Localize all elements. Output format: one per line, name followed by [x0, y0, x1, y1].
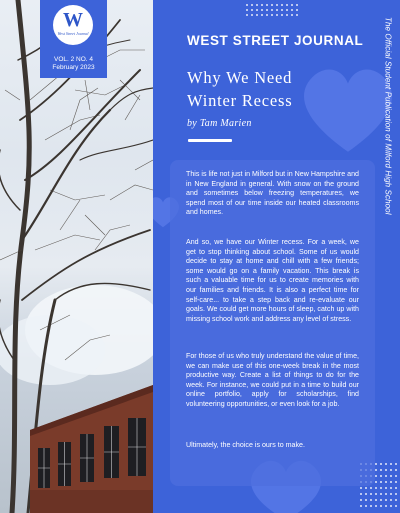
article-paragraph-1: This is life not just in Milford but in New Hampshire and in New England in general. With snow on the ground and sometimes below freezing temperatures, we spend most of our time inside our heated classrooms and homes. [186, 170, 359, 217]
issue-volume: VOL. 2 NO. 4 [53, 56, 94, 63]
article-paragraph-4: Ultimately, the choice is ours to make. [186, 441, 305, 449]
issue-date: February 2023 [52, 64, 95, 71]
logo-name: West Street Journal [57, 31, 89, 36]
article-title-line-2: Winter Recess [187, 91, 293, 110]
article-paragraph-3: For those of us who truly understand the value of time, we can make use of this one-week break in the most productive way. Create a list of things to do for the week. For instance, we could put in a time to build our online portfolio, apply for scholarships, find volunteering opportunities, or even look for a job. [186, 352, 359, 408]
logo-letter: W [63, 9, 83, 31]
dot-pattern-top [245, 3, 305, 17]
article-title-line-1: Why We Need [187, 68, 293, 87]
journal-logo [53, 5, 93, 45]
publication-masthead: WEST STREET JOURNAL [187, 33, 364, 48]
title-underline [188, 139, 232, 142]
vertical-tagline-text: The Official Student Publication of Milford High School [383, 17, 393, 215]
article-paragraph-2: And so, we have our Winter recess. For a week, we get to stop thinking about school. Some of us would decide to stay at home and chill with a few friends; some would go on a family vacation. This break is such a valuable time for us to create memories with our families and friends. It is also a perfect time for self-care... to take a step back and re-evaluate our goals. We could get more hours of sleep, catch up with missing school work and address any level of stress. [186, 238, 359, 323]
article-title [187, 66, 367, 112]
article-body-box [170, 160, 375, 486]
vertical-tagline [383, 17, 393, 235]
issue-badge [40, 0, 107, 78]
article-byline: by Tam Marien [187, 118, 252, 129]
